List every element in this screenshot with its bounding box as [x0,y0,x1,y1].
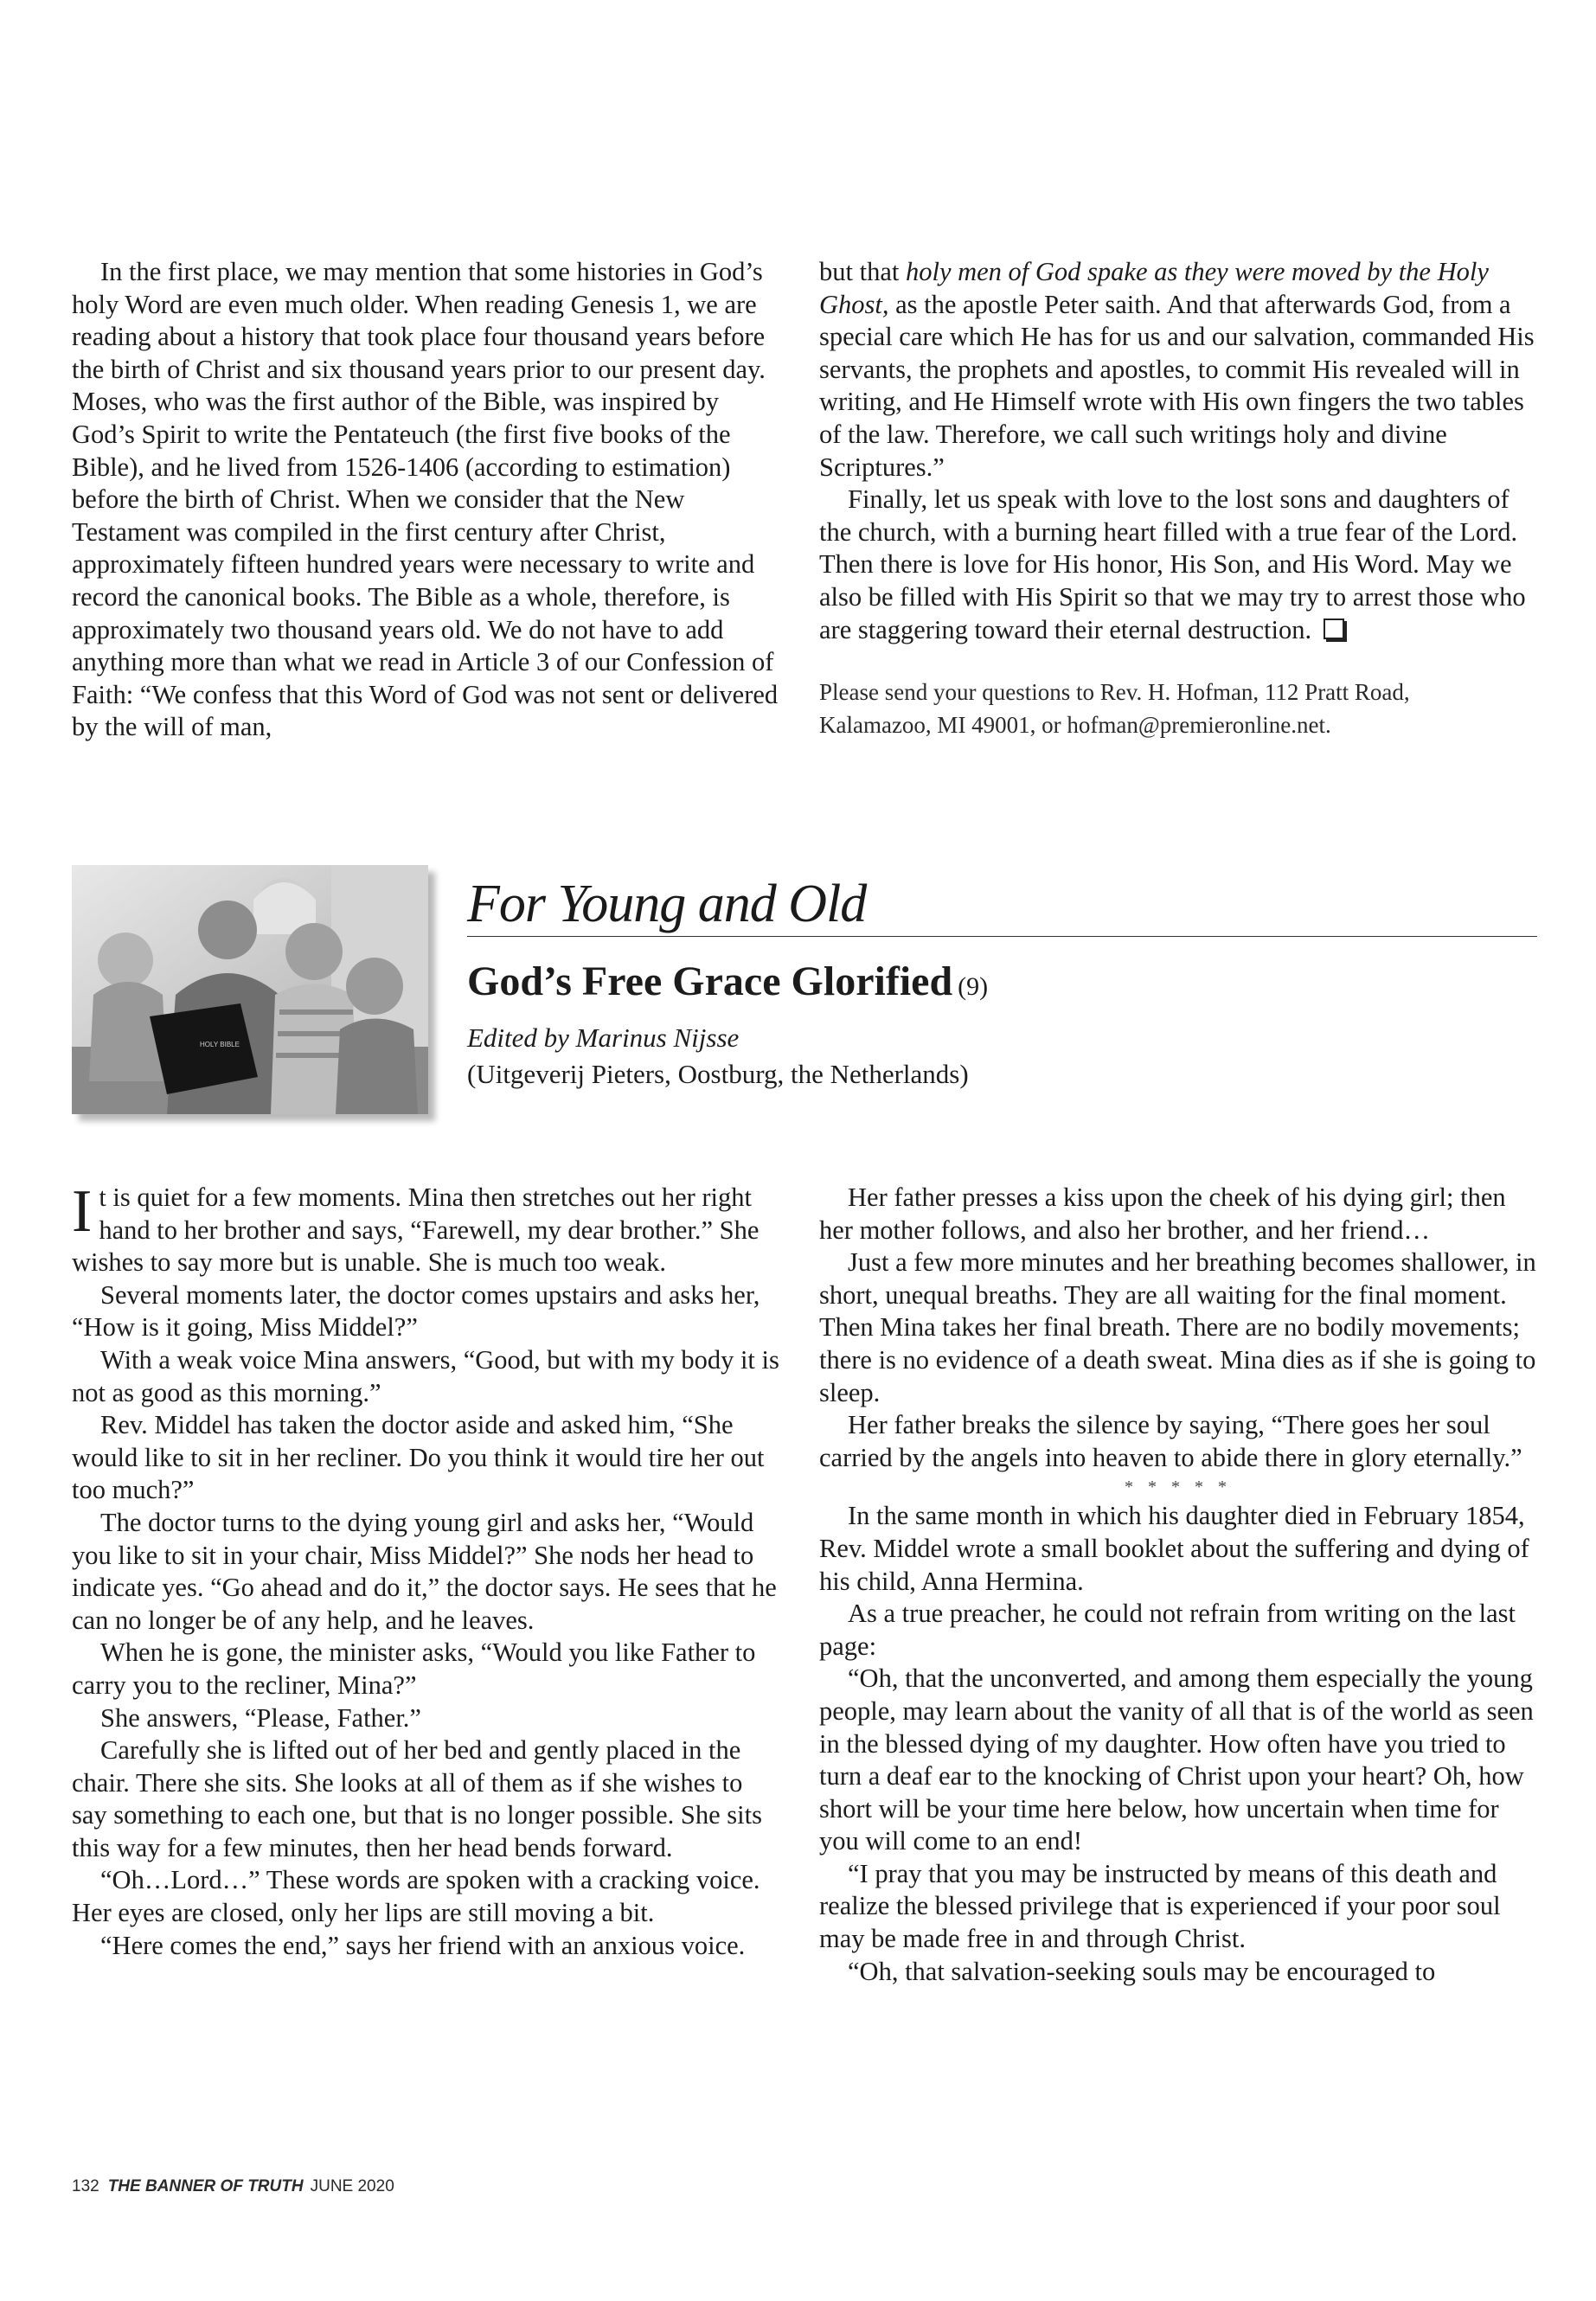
paragraph: In the same month in which his daughter died in February 1854, Rev. Middel wrote a small booklet about the suffering and dying of his child, Anna Hermina. [819,1501,1529,1596]
page-footer [72,2177,394,2196]
byline: Edited by Marinus Nijsse [467,1022,740,1053]
paragraph: “Oh, that salvation-seeking souls may be encouraged to [848,1956,1436,1986]
paragraph: but that holy men of God spake as they were moved by the Holy Ghost, as the apostle Peter saith. And that afterwards God, from a special care which He has for us and our salvation, commanded His servants, the prophets and apostles, to commit His revealed will in writing, and He Himself wrote with His own fingers the two tables of the law. Therefore, we call such writings holy and divine Scriptures.” [819,257,1535,482]
magazine-name: THE BANNER OF TRUTH [107,2177,304,2195]
paragraph: In the first place, we may mention that some histories in God’s holy Word are even much older. When reading Genesis 1, we are reading about a history that took place four thousand years before the birth of Christ and six thousand years prior to our present day. Moses, who was the first author of the Bible, was inspired by God’s Spirit to write the Pentateuch (the first five books of the Bible), and he lived from 1526-1406 (according to estimation) before the birth of Christ. When we consider that the New Testament was compiled in the first century after Christ, approximately fifteen hundred years were necessary to write and record the canonical books. The Bible as a whole, therefore, is approximately two thousand years old. We do not have to add anything more than what we read in Article 3 of our Confession of Faith: “We confess that this Word of God was not sent or delivered by the will of man, [72,257,779,742]
paragraph: As a true preacher, he could not refrain from writing on the last page: [819,1599,1516,1661]
end-mark-icon [1324,619,1344,639]
section-header [467,874,1537,1093]
paragraph: “Oh, that the unconverted, and among them especially the young people, may learn about the vanity of all that is of the world as seen in the blessed dying of my daughter. How often have you tried to turn a deaf ear to the knocking of Christ upon your heart? Oh, how short will be your time here below, how uncertain when time for you will come to an end! [819,1663,1534,1856]
page-number: 132 [72,2177,99,2195]
paragraph: Just a few more minutes and her breathing becomes shallower, in short, unequal breaths. They are all waiting for the final moment. Then Mina takes her final breath. There are no bodily movements; there is no evidence of a death sweat. Mina dies as if she is going to sleep. [819,1247,1536,1407]
section-title: For Young and Old [467,874,1537,937]
scripture-quote: holy men of God spake as they were moved by the Holy Ghost, [819,257,1489,319]
paragraph: “Here comes the end,” says her friend with an anxious voice. [100,1930,746,1960]
article-number: (9) [958,972,989,1001]
lower-right-column [819,1182,1537,1988]
book-label: HOLY BIBLE [200,1041,240,1048]
section-divider: * * * * * [1125,1477,1232,1497]
paragraph: “Oh…Lord…” These words are spoken with a cracking voice. Her eyes are closed, only her lips are still moving a bit. [72,1865,760,1928]
publisher-note: (Uitgeverij Pieters, Oostburg, the Netherlands) [467,1059,969,1089]
paragraph: Finally, let us speak with love to the lost sons and daughters of the church, with a burning heart filled with a true fear of the Lord. Then there is love for His honor, His Son, and His Word. May we also be filled with His Spirit so that we may try to arrest those who are staggering toward their eternal destruction. [819,484,1526,644]
paragraph: She answers, “Please, Father.” [100,1702,421,1733]
paragraph: Her father breaks the silence by saying, “There goes her soul carried by the angels into heaven to abide there in glory eternally.” [819,1410,1522,1472]
paragraph: With a weak voice Mina answers, “Good, but with my body it is not as good as this morning.” [72,1344,779,1407]
lower-left-column [72,1178,781,1962]
paragraph: Rev. Middel has taken the doctor aside and asked him, “She would like to sit in her recliner. Do you think it would tire her out too much?” [72,1410,765,1505]
article-title: God’s Free Grace Glorified (9) [467,958,989,1004]
paragraph: Her father presses a kiss upon the cheek of his dying girl; then her mother follows, and also her brother, and her friend… [819,1183,1506,1245]
paragraph: “I pray that you may be instructed by means of this death and realize the blessed privilege that is experienced if your poor soul may be made free in and through Christ. [819,1858,1501,1954]
family-reading-photo [72,865,428,1114]
opening-paragraph: It is quiet for a few moments. Mina then stretches out her right hand to her brother and says, “Farewell, my dear brother.” She wishes to say more but is unable. She is much too weak. [72,1178,760,1278]
paragraph: Several moments later, the doctor comes upstairs and asks her, “How is it going, Miss Middel?” [72,1279,760,1343]
contact-note: Please send your questions to Rev. H. Hofman, 112 Pratt Road, Kalamazoo, MI 49001, or hofman@premieronline.net. [819,679,1410,739]
issue-date: JUNE 2020 [310,2177,394,2195]
drop-cap: I [72,1178,93,1245]
upper-right-column [819,256,1537,741]
paragraph: The doctor turns to the dying young girl and asks her, “Would you like to sit in your chair, Miss Middel?” She nods her head to indicate yes. “Go ahead and do it,” the doctor says. He sees that he can no longer be of any help, and he leaves. [72,1507,777,1635]
paragraph: Carefully she is lifted out of her bed and gently placed in the chair. There she sits. She looks at all of them as if she wishes to say something to each one, but that is no longer possible. She sits this way for a few minutes, then her head bends forward. [72,1735,762,1862]
paragraph: When he is gone, the minister asks, “Would you like Father to carry you to the recliner, Mina?” [72,1638,756,1700]
upper-left-column [72,256,781,744]
